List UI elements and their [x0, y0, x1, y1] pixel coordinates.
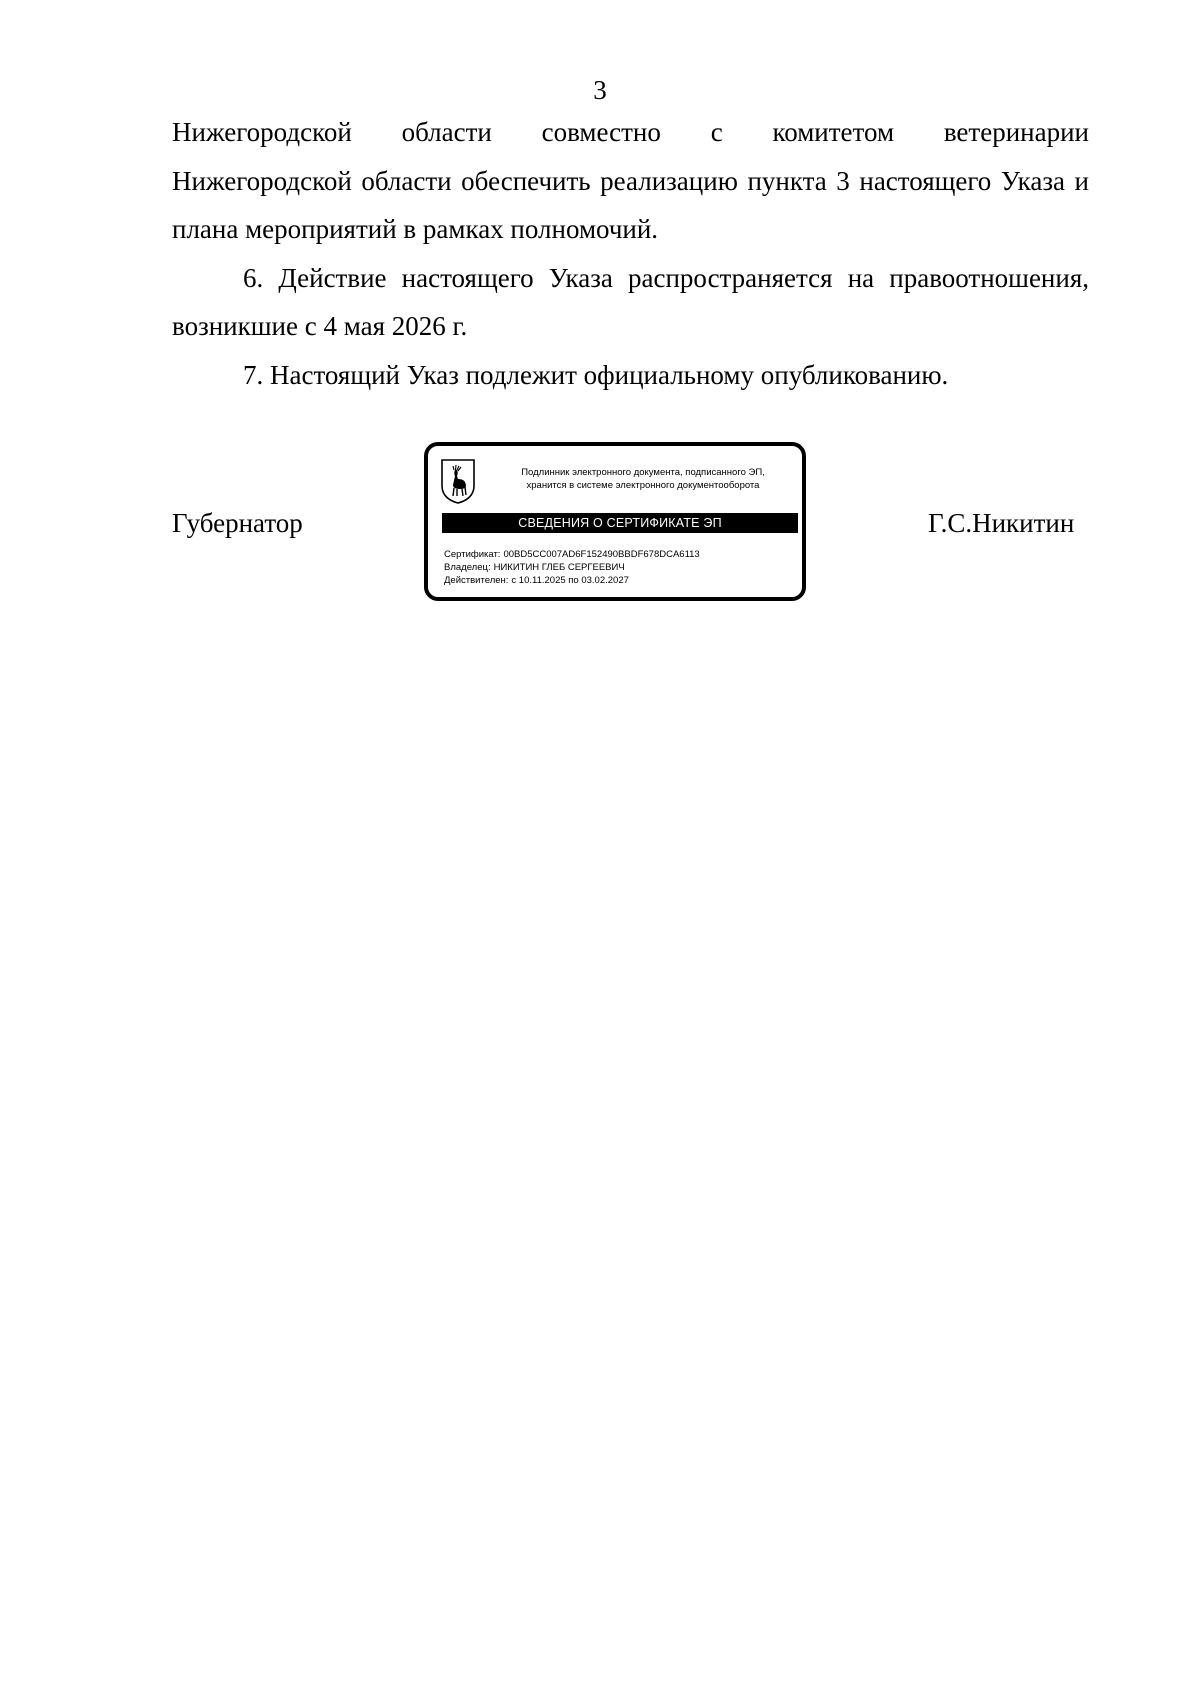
stamp-header-line: хранится в системе электронного документооборота: [526, 480, 760, 491]
word: с: [710, 117, 723, 147]
certificate-value: 00BD5CC007AD6F152490BBDF678DCA6113: [503, 549, 700, 560]
validity-row: [444, 574, 700, 587]
stamp-header-line: Подлинник электронного документа, подписанного ЭП,: [521, 467, 765, 478]
page-number: 3: [593, 75, 607, 105]
word: ветеринарии: [943, 117, 1089, 147]
certificate-details: [444, 548, 700, 587]
word: комитетом: [772, 117, 895, 147]
document-body: [172, 108, 1089, 399]
signatory-name: Г.С.Никитин: [928, 508, 1075, 538]
paragraph-5-continuation: Нижегородской области обеспечить реализацию пункта 3 настоящего Указа и плана мероприятий в рамках полномочий.: [172, 165, 1089, 244]
certificate-info-title: СВЕДЕНИЯ О СЕРТИФИКАТЕ ЭП: [442, 513, 798, 533]
certificate-row: [444, 548, 700, 561]
validity-label: Действителен:: [444, 575, 509, 586]
owner-label: Владелец:: [444, 562, 491, 573]
paragraph-7: 7. Настоящий Указ подлежит официальному опубликованию.: [243, 359, 949, 390]
validity-value: с 10.11.2025 по 03.02.2027: [511, 575, 629, 586]
electronic-signature-stamp: [424, 442, 806, 601]
signatory-role: Губернатор: [172, 508, 303, 538]
paragraph-5-first-line: [172, 108, 1089, 157]
owner-row: [444, 561, 700, 574]
certificate-label: Сертификат:: [444, 549, 501, 560]
coat-of-arms-icon: [440, 458, 476, 504]
word: области: [401, 117, 492, 147]
owner-value: НИКИТИН ГЛЕБ СЕРГЕЕВИЧ: [493, 562, 625, 573]
stamp-header: [488, 466, 798, 492]
paragraph-6: 6. Действие настоящего Указа распространяется на правоотношения, возникшие с 4 мая 2026 г.: [172, 262, 1089, 341]
word: Нижегородской: [172, 117, 352, 147]
word: совместно: [541, 117, 661, 147]
